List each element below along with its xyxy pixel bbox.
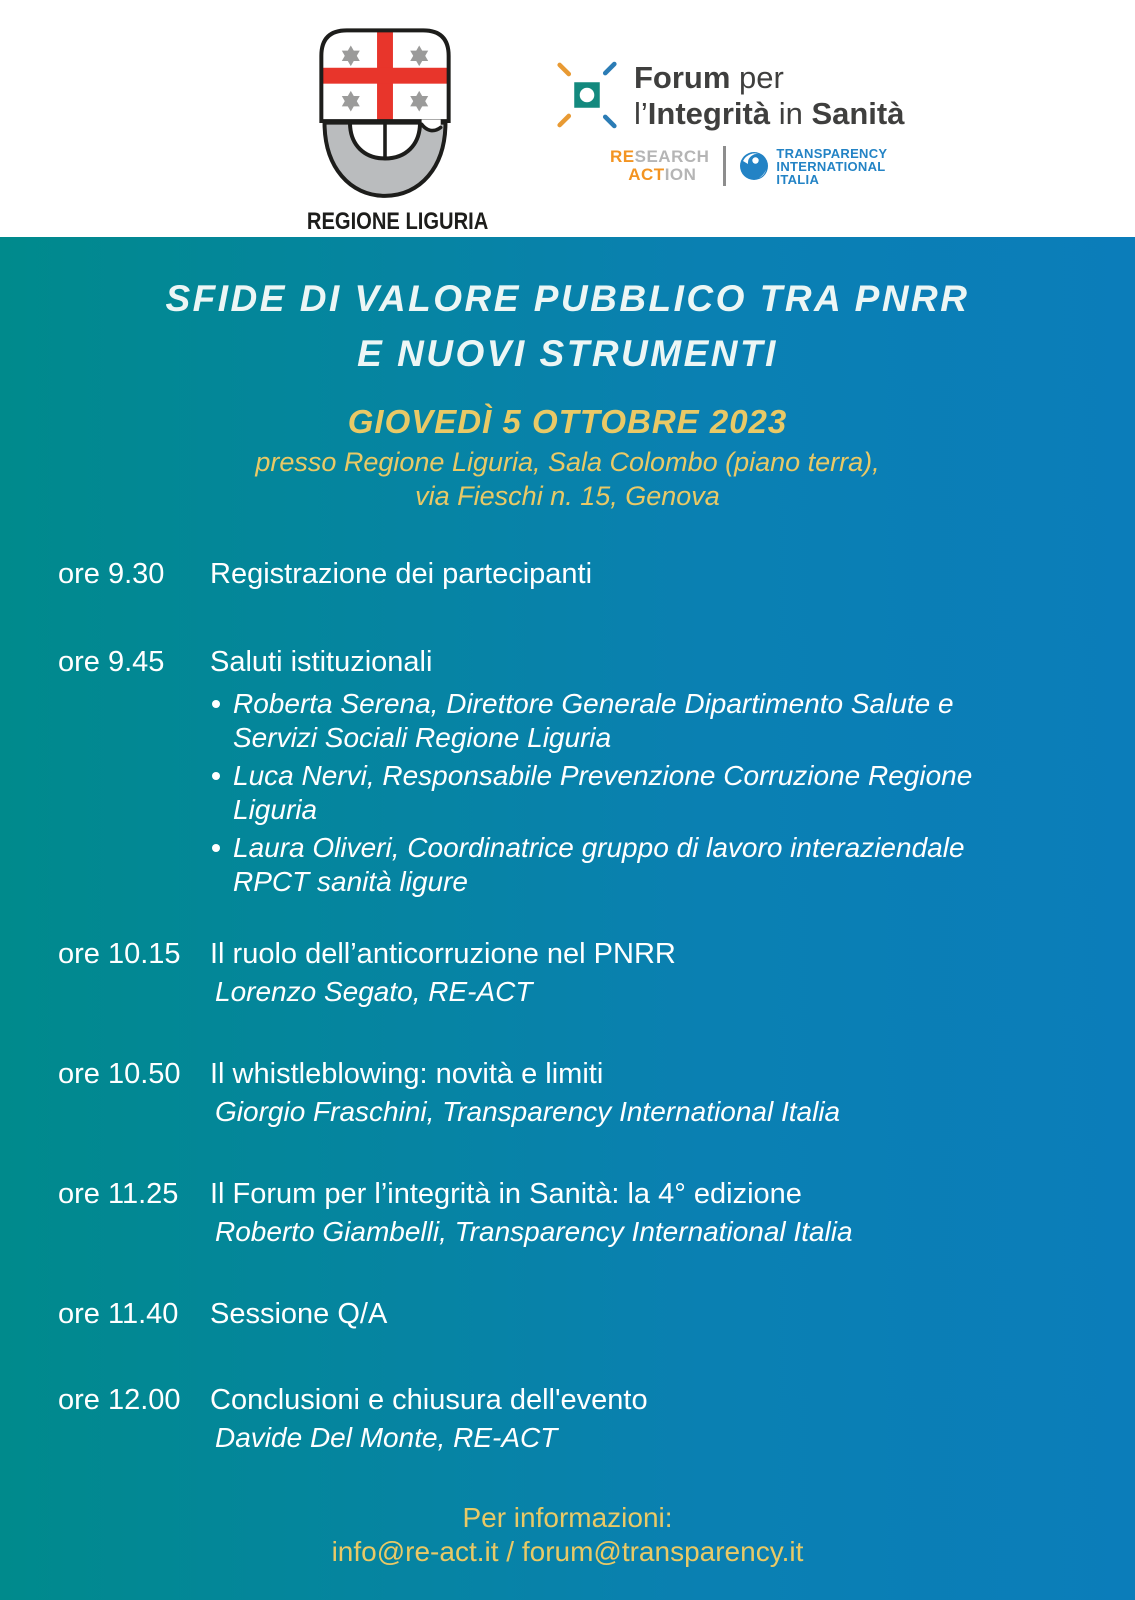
schedule-bullet-text: Luca Nervi, Responsabile Prevenzione Corruzione Regione Liguria [233,760,973,825]
regione-liguria-logo [292,24,489,236]
event-date: GIOVEDÌ 5 OTTOBRE 2023 [347,403,788,440]
schedule-row [58,1381,1080,1455]
regione-liguria-shield-icon [296,24,474,207]
bullet-dot [212,772,220,780]
poster-header [0,0,1135,237]
forum-logo-text [634,60,904,132]
schedule-bullet-item [210,831,1025,899]
schedule-speaker: Lorenzo Segato, RE-ACT [215,976,533,1007]
schedule-item-title: Sessione Q/A [210,1298,388,1330]
poster-title [0,237,1135,381]
bullet-dot [212,700,220,708]
schedule-item-title: Il ruolo dell’anticorruzione nel PNRR [210,938,676,970]
schedule-bullet-item [210,687,1025,755]
re-act-logo: RESEARCH ACTION [610,147,710,184]
poster-footer [0,1501,1135,1569]
forum-integrita-logo [546,52,904,138]
schedule-content [210,935,676,1009]
schedule-bullet-text: Roberta Serena, Direttore Generale Dipartimento Salute e Servizi Sociali Regione Liguria [233,688,954,753]
schedule-row [58,555,1080,593]
forum-logo-line2: l’Integrità in Sanità [634,96,905,131]
schedule-bullet-item [210,759,1025,827]
schedule-item-title: Registrazione dei partecipanti [210,558,593,590]
schedule-content [210,643,1025,903]
schedule-content [210,1055,840,1129]
schedule-item-title: Il Forum per l’integrità in Sanità: la 4° edizione [210,1178,802,1210]
schedule-row [58,1175,1080,1249]
schedule-list [0,555,1135,1455]
schedule-content [210,1381,648,1455]
schedule-row [58,1295,1080,1333]
footer-info-label: Per informazioni: [462,1502,673,1533]
schedule-time: ore 12.00 [58,1384,181,1416]
schedule-bullet-text: Laura Oliveri, Coordinatrice gruppo di lavoro interaziendale RPCT sanità ligure [233,832,965,897]
schedule-time: ore 11.25 [58,1178,179,1210]
schedule-time: ore 11.40 [58,1298,179,1330]
schedule-content [210,555,592,593]
transparency-international-logo: TRANSPARENCY INTERNATIONAL ITALIA [776,145,888,187]
schedule-item-title: Il whistleblowing: novità e limiti [210,1058,604,1090]
schedule-content [210,1295,387,1333]
schedule-time: ore 10.50 [58,1058,181,1090]
schedule-row [58,1055,1080,1129]
schedule-time: ore 10.15 [58,938,181,970]
event-venue-line2: via Fieschi n. 15, Genova [415,481,720,511]
schedule-bullet-list [210,687,1025,899]
event-info [0,401,1135,513]
footer-contact-emails: info@re-act.it / forum@transparency.it [331,1536,804,1567]
poster-title-line2: E NUOVI STRUMENTI [357,333,778,374]
schedule-time: ore 9.30 [58,558,165,590]
transparency-globe-icon [739,151,769,181]
event-venue-line1: presso Regione Liguria, Sala Colombo (piano terra), [255,447,880,477]
schedule-row [58,643,1080,903]
schedule-row [58,935,1080,1009]
partner-logos [610,146,887,186]
schedule-item-title: Saluti istituzionali [210,646,433,678]
schedule-content [210,1175,853,1249]
forum-square-icon [546,52,628,138]
schedule-time: ore 9.45 [58,646,165,678]
schedule-speaker: Roberto Giambelli, Transparency International Italia [215,1216,853,1247]
forum-logo-line1: Forum per [634,60,784,95]
schedule-speaker: Davide Del Monte, RE-ACT [215,1422,558,1453]
poster-body [0,237,1135,1600]
regione-liguria-caption: REGIONE LIGURIA [306,208,489,235]
schedule-speaker: Giorgio Fraschini, Transparency International Italia [215,1096,841,1127]
poster-title-line1: SFIDE DI VALORE PUBBLICO TRA PNRR [165,278,970,319]
event-venue [0,445,1135,513]
logo-divider [723,146,726,186]
bullet-dot [212,844,220,852]
schedule-item-title: Conclusioni e chiusura dell'evento [210,1384,648,1416]
